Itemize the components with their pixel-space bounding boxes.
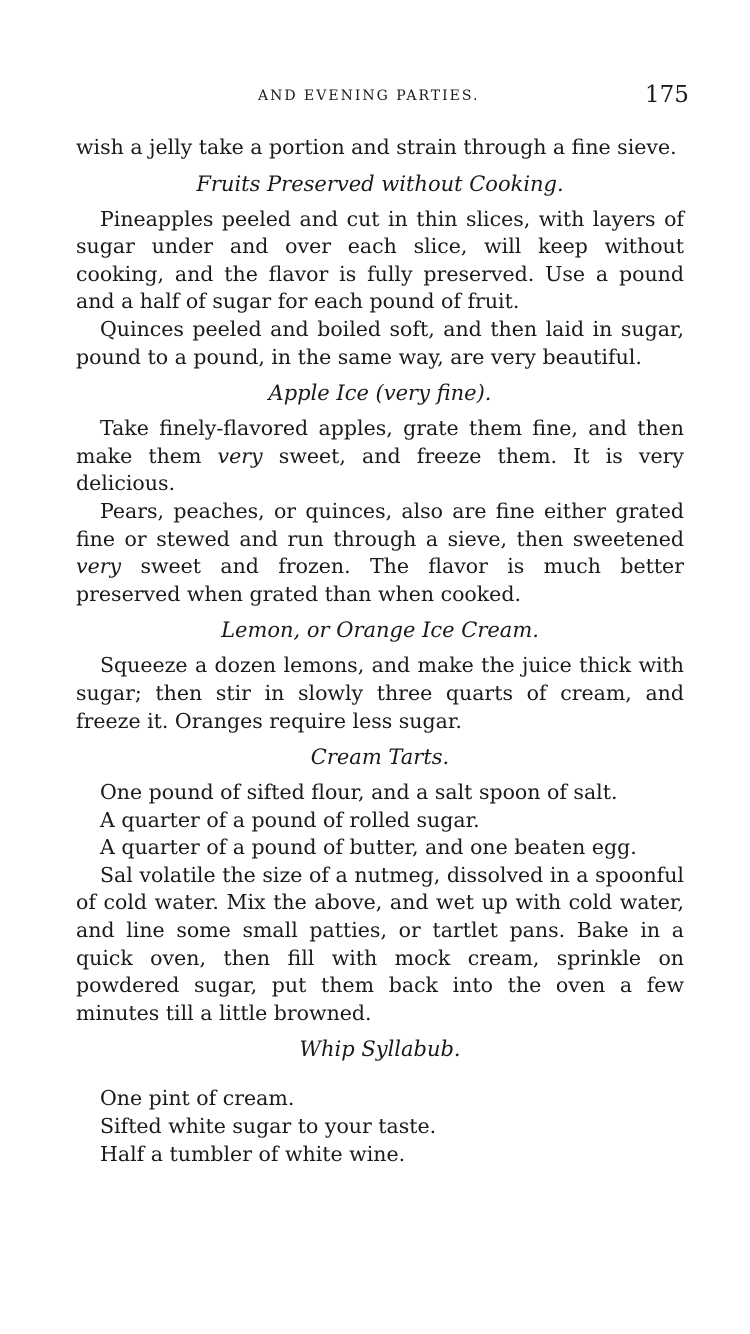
paragraph-pears: Pears, peaches, or quinces, also are fine either grated fine or stewed and run through a sieve, then sweetened very sweet and frozen. The flavor is much better preserved when grated than when cooked. [76,498,684,606]
ingredient-butter: A quarter of a pound of butter, and one beaten egg. [100,835,637,860]
page-body [76,134,684,1168]
paragraph-lemons: Squeeze a dozen lemons, and make the juice thick with sugar; then stir in slowly three quarts of cream, and freeze it. Oranges require less sugar. [76,653,684,733]
spacer [76,1071,684,1085]
ingredient-cream: One pint of cream. [100,1086,295,1111]
ingredient-white-wine: Half a tumbler of white wine. [100,1141,406,1166]
heading-lemon-ice-cream: Lemon, or Orange Ice Cream. [221,618,539,643]
ingredient-white-sugar: Sifted white sugar to your taste. [100,1114,437,1139]
paragraph-pineapples: Pineapples peeled and cut in thin slices, with layers of sugar under and over each slice, will keep without cooking, and the flavor is fully preserved. Use a pound and a half of sugar for each pound of fruit. [76,206,684,314]
paragraph-sal-volatile: Sal volatile the size of a nutmeg, dissolved in a spoonful of cold water. Mix the above, and wet up with cold water, and line some small patties, or tartlet pans. Bake in a quick oven, then fill with mock cream, sprinkle on powdered sugar, put them back into the oven a few minutes till a little browned. [76,862,684,1025]
emphasis-very: very [76,554,122,579]
continuation-paragraph: wish a jelly take a portion and strain through a fine sieve. [76,135,677,159]
emphasis-very: very [217,443,263,468]
heading-cream-tarts: Cream Tarts. [310,745,450,770]
paragraph-apples: Take finely-flavored apples, grate them fine, and then make them very sweet, and freeze them. It is very delicious. [76,416,684,496]
heading-whip-syllabub: Whip Syllabub. [299,1037,461,1062]
heading-apple-ice: Apple Ice (very fine). [268,381,492,406]
page-number: 175 [645,82,689,108]
ingredient-sugar: A quarter of a pound of rolled sugar. [100,807,480,832]
heading-fruits-preserved: Fruits Preserved without Cooking. [196,171,564,196]
paragraph-quinces: Quinces peeled and boiled soft, and then laid in sugar, pound to a pound, in the same way, are very beautiful. [76,316,684,369]
running-head [0,82,750,110]
ingredient-flour: One pound of sifted flour, and a salt spoon of salt. [100,780,618,805]
running-title: AND EVENING PARTIES. [258,88,480,104]
